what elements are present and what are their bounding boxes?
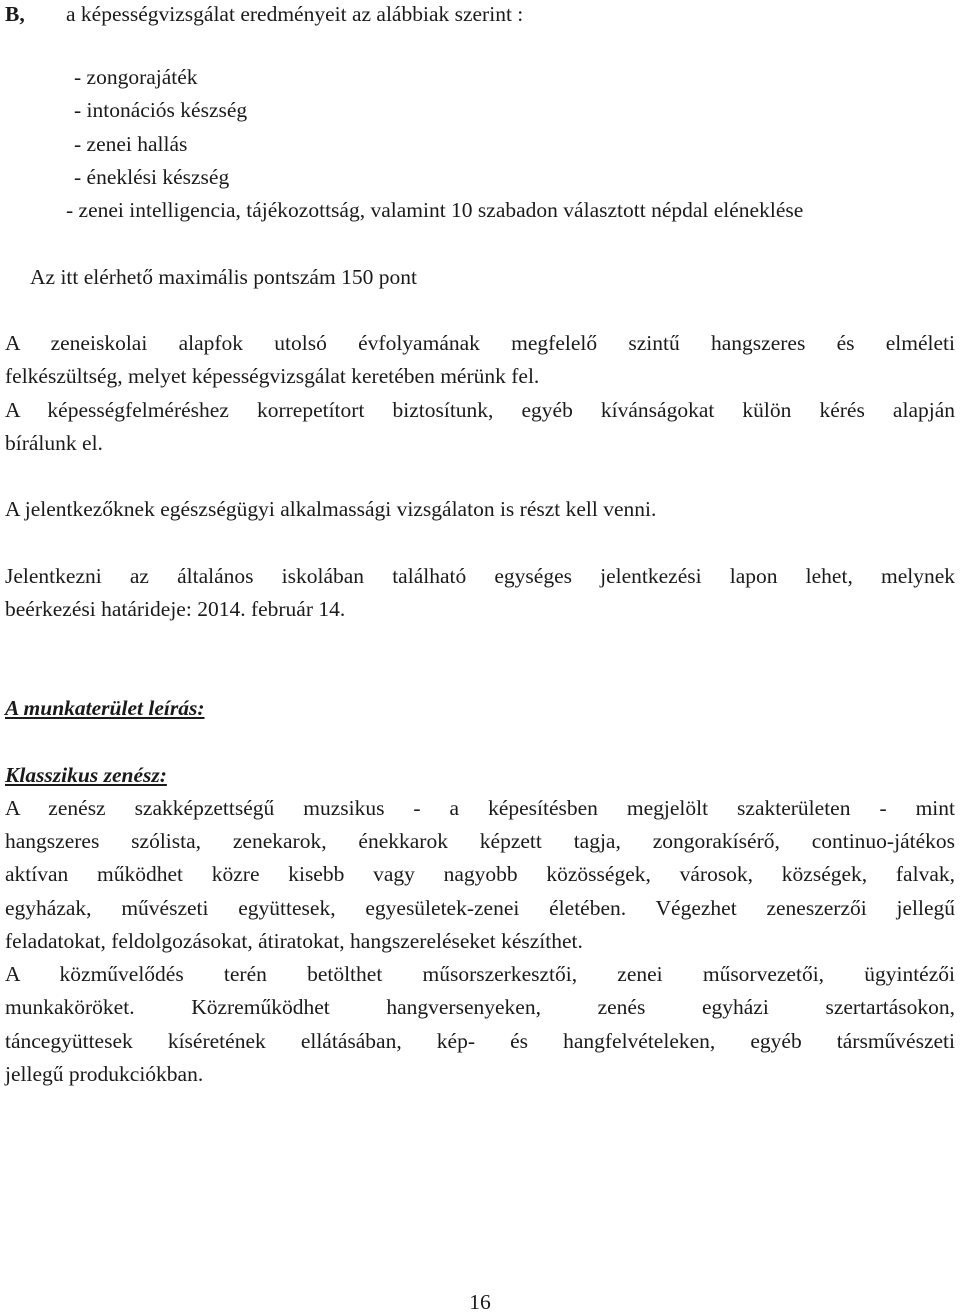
criteria-item: - intonációs készség: [74, 98, 248, 122]
page-number: 16: [469, 1290, 491, 1314]
section-heading: A munkaterület leírás:: [5, 696, 205, 720]
criteria-item: - zongorajáték: [74, 65, 198, 89]
subsection-heading: Klasszikus zenész:: [5, 763, 167, 787]
paragraph-line: A közművelődés terén betölthet műsorszerkesztői, zenei műsorvezetői, ügyintézői: [5, 962, 955, 986]
paragraph-line: munkaköröket. Közreműködhet hangversenyeken, zenés egyházi szertartásokon,: [5, 995, 955, 1019]
paragraph-line: aktívan működhet közre kisebb vagy nagyobb közösségek, városok, községek, falvak,: [5, 862, 955, 886]
intro-text: a képességvizsgálat eredményeit az alábbiak szerint :: [66, 2, 524, 26]
criteria-item: - zenei intelligencia, tájékozottság, valamint 10 szabadon választott népdal eléneklése: [66, 198, 804, 222]
paragraph-line: A zenész szakképzettségű muzsikus - a képesítésben megjelölt szakterületen - mint: [5, 796, 955, 820]
paragraph-line: feladatokat, feldolgozásokat, átiratokat, hangszereléseket készíthet.: [5, 929, 583, 953]
section-marker: B,: [5, 2, 25, 26]
paragraph-line: hangszeres szólista, zenekarok, énekkarok képzett tagja, zongorakísérő, continuo-játékos: [5, 829, 955, 853]
paragraph-line: jellegű produkciókban.: [5, 1062, 204, 1086]
paragraph-line: egyházak, művészeti együttesek, egyesületek-zenei életében. Végezhet zeneszerzői jellegű: [5, 896, 955, 920]
paragraph-line: Jelentkezni az általános iskolában található egységes jelentkezési lapon lehet, melynek: [5, 564, 955, 588]
paragraph-line: felkészültség, melyet képességvizsgálat keretében mérünk fel.: [5, 364, 540, 388]
paragraph-line: beérkezési határideje: 2014. február 14.: [5, 597, 346, 621]
paragraph-line: táncegyüttesek kíséretének ellátásában, kép- és hangfelvételeken, egyéb társművészeti: [5, 1029, 955, 1053]
criteria-item: - éneklési készség: [74, 165, 230, 189]
paragraph-line: A jelentkezőknek egészségügyi alkalmassági vizsgálaton is részt kell venni.: [5, 497, 657, 521]
paragraph-line: A képességfelméréshez korrepetítort biztosítunk, egyéb kívánságokat külön kérés alapján: [5, 398, 955, 422]
paragraph-line: bírálunk el.: [5, 431, 103, 455]
paragraph-line: A zeneiskolai alapfok utolsó évfolyamának megfelelő szintű hangszeres és elméleti: [5, 331, 955, 355]
criteria-item: - zenei hallás: [74, 132, 188, 156]
max-points-text: Az itt elérhető maximális pontszám 150 pont: [30, 265, 417, 289]
